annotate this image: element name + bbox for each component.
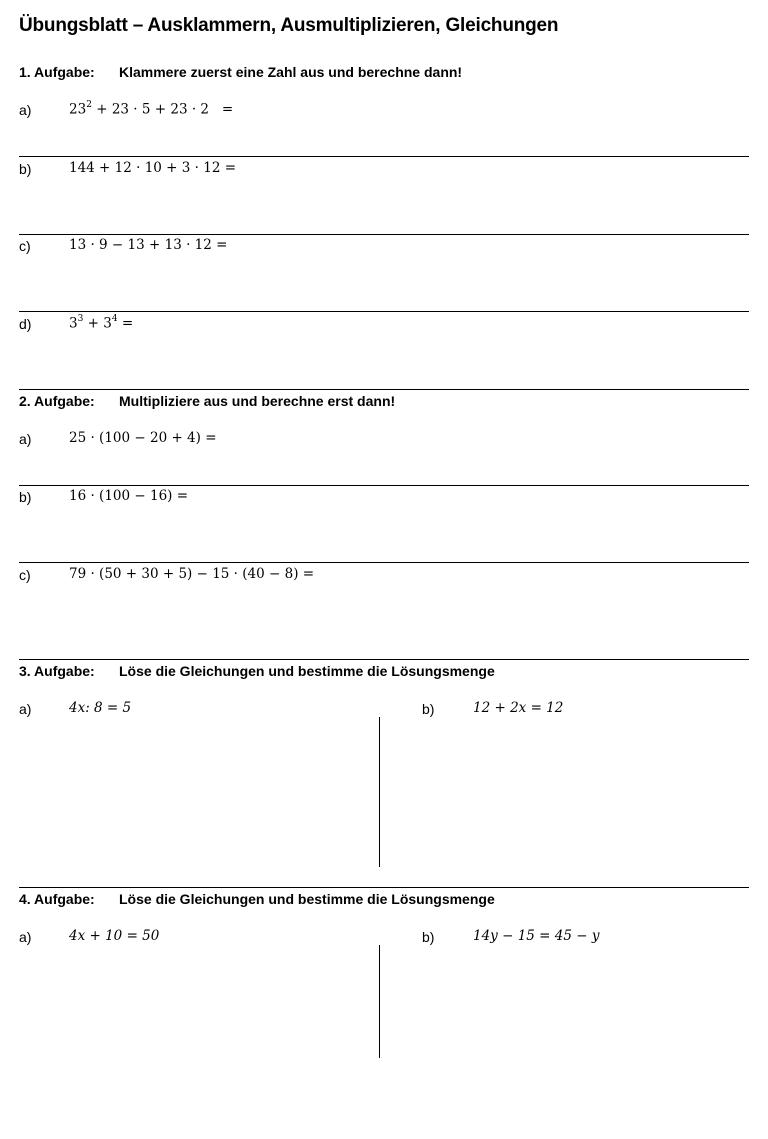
task-1b-expression: 144 + 12 · 10 + 3 · 12 =: [69, 160, 237, 176]
task-3-heading: [19, 663, 495, 679]
task-1d-label: d): [19, 316, 32, 332]
task-1-number: 1. Aufgabe:: [19, 64, 95, 80]
task-3-instruction: Löse die Gleichungen und bestimme die Lösungsmenge: [119, 663, 495, 679]
task-2-heading: [19, 393, 395, 409]
task-2a-label: a): [19, 431, 32, 447]
task-1a-expression: $23^2 + 23 \cdot 5 + 23 \cdot 2$ =: [69, 100, 234, 118]
task-1-instruction: Klammere zuerst eine Zahl aus und berechne dann!: [119, 64, 463, 80]
task-2c-expression: 79 · (50 + 30 + 5) − 15 · (40 − 8) =: [69, 566, 315, 582]
task-4-number: 4. Aufgabe:: [19, 891, 95, 907]
task-2-number: 2. Aufgabe:: [19, 393, 95, 409]
task-2c-label: c): [19, 567, 31, 583]
task-3a-expression: 4x: 8 = 5: [69, 700, 132, 716]
task-1a-label: a): [19, 102, 32, 118]
column-divider: [379, 945, 380, 1058]
divider-line: [19, 389, 749, 390]
task-1b-label: b): [19, 161, 32, 177]
task-3-number: 3. Aufgabe:: [19, 663, 95, 679]
task-4-instruction: Löse die Gleichungen und bestimme die Lösungsmenge: [119, 891, 495, 907]
divider-line: [19, 311, 749, 312]
task-4a-label: a): [19, 929, 32, 945]
divider-line: [19, 234, 749, 235]
worksheet-title: Übungsblatt – Ausklammern, Ausmultiplizieren, Gleichungen: [19, 15, 559, 36]
task-1c-expression: 13 · 9 − 13 + 13 · 12 =: [69, 237, 228, 253]
task-1d-expression: $3^3 + 3^4$ =: [69, 314, 134, 332]
divider-line: [19, 562, 749, 563]
divider-line: [19, 659, 749, 660]
task-2b-label: b): [19, 489, 32, 505]
task-1-heading: [19, 64, 462, 80]
task-4a-expression: 4x + 10 = 50: [69, 928, 160, 944]
divider-line: [19, 156, 749, 157]
task-4b-expression: 14y − 15 = 45 − y: [473, 928, 600, 944]
task-2-instruction: Multipliziere aus und berechne erst dann!: [119, 393, 396, 409]
column-divider: [379, 717, 380, 867]
task-3b-label: b): [422, 701, 435, 717]
task-4b-label: b): [422, 929, 435, 945]
divider-line: [19, 485, 749, 486]
task-3b-expression: 12 + 2x = 12: [473, 700, 564, 716]
task-2b-expression: 16 · (100 − 16) =: [69, 488, 189, 504]
task-1c-label: c): [19, 238, 31, 254]
task-4-heading: [19, 891, 495, 907]
task-3a-label: a): [19, 701, 32, 717]
divider-line: [19, 887, 749, 888]
task-2a-expression: 25 · (100 − 20 + 4) =: [69, 430, 217, 446]
